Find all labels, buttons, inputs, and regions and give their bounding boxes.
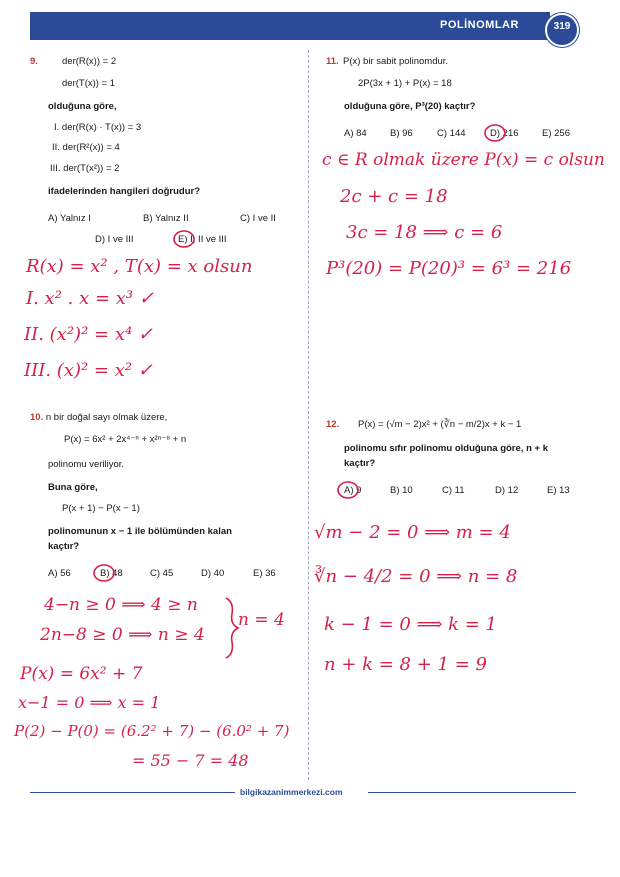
q9-option-b: B) Yalnız II <box>143 213 189 224</box>
q10-number: 10. <box>30 412 44 423</box>
q12-option-b: B) 10 <box>390 485 413 496</box>
q10-header <box>30 412 167 423</box>
q11-option-c: C) 144 <box>437 128 466 139</box>
q9-number: 9. <box>30 56 38 67</box>
q12-option-a: A) 9 <box>344 485 362 496</box>
q9-line1: der(R(x)) = 2 <box>62 56 117 67</box>
section-title: POLİNOMLAR <box>440 19 519 31</box>
q10-line3: polinomu veriliyor. <box>48 459 125 470</box>
q12-polynomial <box>358 419 521 430</box>
q9-statement-ii: II. der(R²(x)) = 4 <box>52 142 120 153</box>
q10-line4: Buna göre, <box>48 482 98 493</box>
q12-poly-part-a: P(x) = (√m − 2)x² + ( <box>358 419 444 430</box>
hand-q11-line4: P³(20) = P(20)³ = 6³ = 216 <box>326 258 572 279</box>
hand-q11-line1: c ∈ R olmak üzere P(x) = c olsun <box>322 150 605 170</box>
hand-q10-line6: = 55 − 7 = 48 <box>132 751 249 770</box>
q11-option-a: A) 84 <box>344 128 367 139</box>
q11-question: olduğuna göre, P³(20) kaçtır? <box>344 101 476 112</box>
hand-q9-line1: R(x) = x² , T(x) = x olsun <box>26 256 253 277</box>
hand-q10-line5: P(2) − P(0) = (6.2² + 7) − (6.0² + 7) <box>14 722 290 740</box>
footer-line-left <box>30 792 235 793</box>
q12-option-e: E) 13 <box>547 485 570 496</box>
q12-option-d: D) 12 <box>495 485 519 496</box>
q9-statement-i: I. der(R(x) · T(x)) = 3 <box>54 122 142 133</box>
q11-option-d: D) 216 <box>490 128 519 139</box>
q10-expression: P(x + 1) − P(x − 1) <box>62 503 140 514</box>
hand-q12-line2: ∛n − 4/2 = 0 ⟹ n = 8 <box>314 566 518 587</box>
q11-line1: P(x) bir sabit polinomdur. <box>343 56 449 67</box>
q11-equation: 2P(3x + 1) + P(x) = 18 <box>358 78 452 89</box>
hand-q12-line4: n + k = 8 + 1 = 9 <box>324 654 487 675</box>
q10-option-b: B) 48 <box>100 568 123 579</box>
q10-question-line1: polinomunun x − 1 ile bölümünden kalan <box>48 526 232 537</box>
q11-option-e: E) 256 <box>542 128 570 139</box>
q9-question: ifadelerinden hangileri doğrudur? <box>48 186 201 197</box>
hand-q12-line3: k − 1 = 0 ⟹ k = 1 <box>324 614 497 635</box>
q9-option-c: C) I ve II <box>240 213 276 224</box>
hand-q10-line1: 4−n ≥ 0 ⟹ 4 ≥ n <box>44 595 198 615</box>
q10-polynomial: P(x) = 6x² + 2x⁴⁻ⁿ + x²ⁿ⁻⁸ + n <box>64 434 187 445</box>
hand-q12-line1: √m − 2 = 0 ⟹ m = 4 <box>314 522 511 543</box>
hand-q11-line3: 3c = 18 ⟹ c = 6 <box>346 222 503 243</box>
hand-q10-line3: P(x) = 6x² + 7 <box>20 664 143 684</box>
q9-intro: olduğuna göre, <box>48 101 117 112</box>
q12-question-line1: polinomu sıfır polinomu olduğuna göre, n + k <box>344 443 548 454</box>
q10-line1: n bir doğal sayı olmak üzere, <box>45 412 168 423</box>
hand-q10-n-result: n = 4 <box>238 610 285 630</box>
footer-site: bilgikazanimmerkezi.com <box>240 787 343 797</box>
q9-statement-iii: III. der(T(x²)) = 2 <box>50 163 120 174</box>
hand-q11-line2: 2c + c = 18 <box>340 186 448 207</box>
q12-poly-part-c: )x + k − 1 <box>481 419 522 430</box>
hand-q9-line2: I. x² . x = x³ ✓ <box>26 288 154 309</box>
q12-number: 12. <box>326 419 340 430</box>
hand-q10-line4: x−1 = 0 ⟹ x = 1 <box>18 693 161 712</box>
q9-line2: der(T(x)) = 1 <box>62 78 116 89</box>
q11-option-b: B) 96 <box>390 128 413 139</box>
footer-line-right <box>368 792 576 793</box>
q10-question-line2: kaçtır? <box>48 541 80 552</box>
q10-option-a: A) 56 <box>48 568 71 579</box>
q12-poly-part-b: ∛n − m/2 <box>443 419 482 430</box>
q9-option-d: D) I ve III <box>95 234 134 245</box>
hand-q9-line3: II. (x²)² = x⁴ ✓ <box>24 324 153 345</box>
q9-option-a: A) Yalnız I <box>48 213 91 224</box>
q12-question-line2: kaçtır? <box>344 458 376 469</box>
q9-option-e: E) I, II ve III <box>178 234 227 245</box>
q12-option-c: C) 11 <box>442 485 465 496</box>
q10-option-e: E) 36 <box>253 568 276 579</box>
column-divider <box>308 50 309 780</box>
page-number: 319 <box>553 21 571 32</box>
q10-option-d: D) 40 <box>201 568 225 579</box>
q10-option-c: C) 45 <box>150 568 174 579</box>
hand-q9-line4: III. (x)² = x² ✓ <box>24 360 153 381</box>
q11-number: 11. <box>326 56 339 67</box>
q10-brace <box>226 598 238 658</box>
hand-q10-line2: 2n−8 ≥ 0 ⟹ n ≥ 4 <box>40 625 205 645</box>
